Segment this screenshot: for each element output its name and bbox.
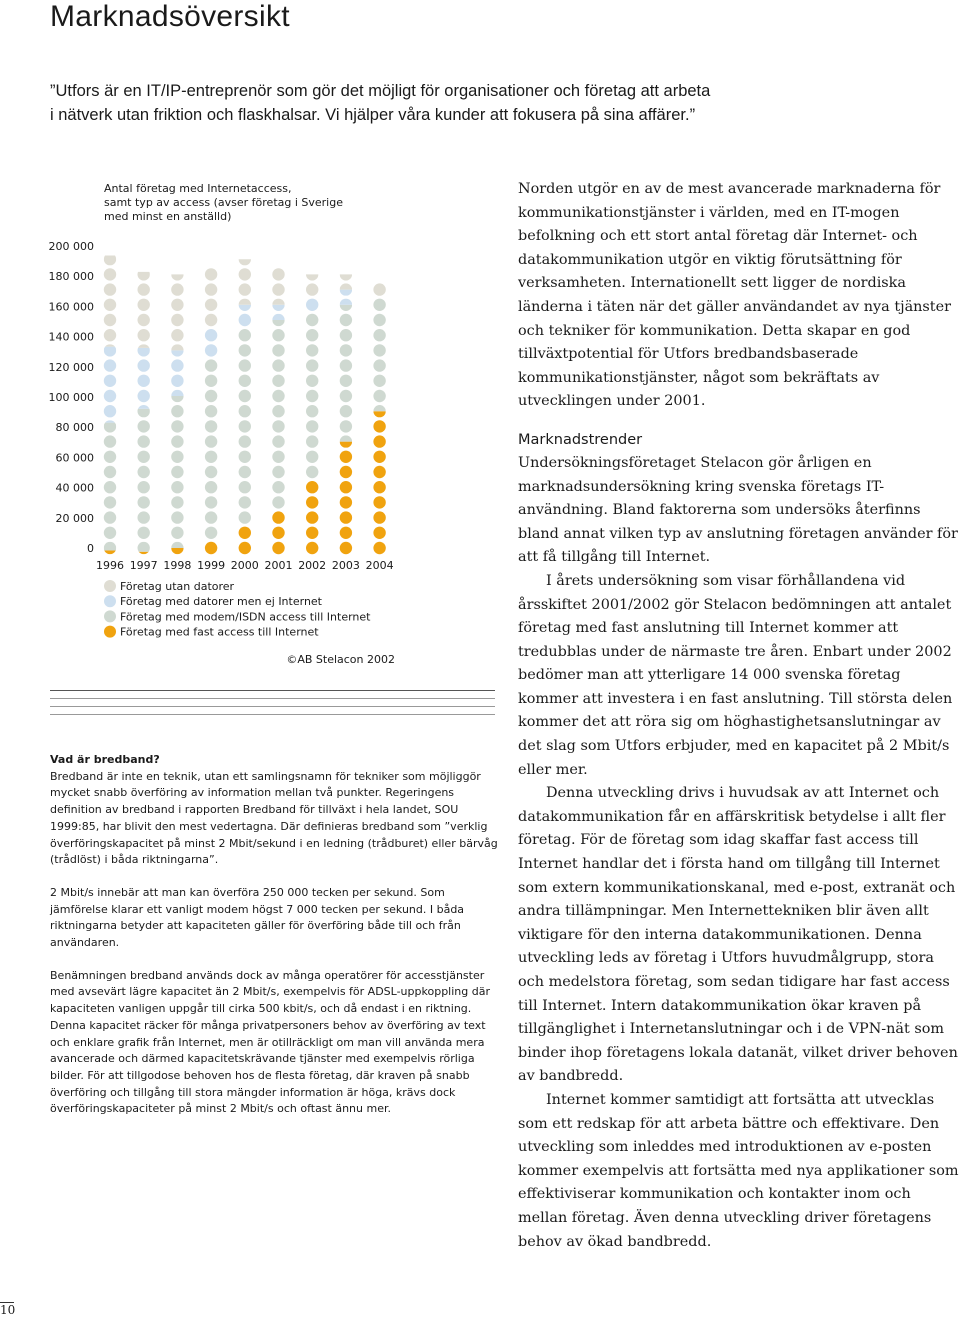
data-dot bbox=[373, 359, 385, 371]
dot-chart bbox=[0, 170, 500, 680]
divider-line bbox=[50, 714, 495, 715]
data-dot bbox=[373, 435, 385, 447]
data-dot bbox=[205, 481, 217, 493]
data-dot bbox=[340, 405, 352, 417]
data-dot bbox=[104, 314, 116, 326]
data-dot bbox=[239, 511, 251, 523]
data-dot bbox=[104, 527, 116, 539]
data-dot bbox=[340, 359, 352, 371]
y-tick-label: 180 000 bbox=[48, 270, 94, 284]
data-dot bbox=[205, 268, 217, 280]
data-dot bbox=[138, 299, 150, 311]
data-dot bbox=[373, 542, 385, 554]
data-dot bbox=[272, 390, 284, 402]
data-dot bbox=[340, 390, 352, 402]
data-dot bbox=[306, 542, 318, 554]
data-dot bbox=[306, 344, 318, 356]
legend-swatch bbox=[104, 595, 116, 607]
data-dot bbox=[272, 344, 284, 356]
divider-line bbox=[50, 706, 495, 707]
data-dot-partial bbox=[340, 268, 352, 280]
data-dot bbox=[272, 481, 284, 493]
data-dot bbox=[272, 466, 284, 478]
data-dot bbox=[373, 375, 385, 387]
data-dot bbox=[104, 390, 116, 402]
data-dot bbox=[104, 511, 116, 523]
x-tick-label: 1999 bbox=[197, 559, 226, 572]
y-tick-label: 0 bbox=[87, 542, 94, 555]
data-dot bbox=[306, 496, 318, 508]
data-dot bbox=[340, 314, 352, 326]
data-dot bbox=[138, 527, 150, 539]
data-dot bbox=[306, 420, 318, 432]
article-paragraph: Denna utveckling drivs i huvudsak av att Internet och datakommunikation får en affärskritisk betydelse i allt fler företag. För de företag som idag skaffar fast access till Internet handlar det i första hand om tillgång till Internet som extern kommunikationskanal, med e-post, extranät och andra tillämpningar. Men Internettekniken blir även allt viktigare för den interna datakommunikationen. Denna utveckling leds av företag i Utfors huvudmålgrupp, stora och medelstora företag, som sedan tidigare har fast access till Internet. Intern datakommunikation ökar kraven på tillgänglighet i Internetanslutningar och i de VPN-nät som binder ihop företagens lokala datanät, vilket driver behoven av bandbredd. bbox=[518, 785, 958, 1085]
data-dot bbox=[373, 481, 385, 493]
data-dot bbox=[272, 359, 284, 371]
data-dot bbox=[373, 344, 385, 356]
data-dot bbox=[340, 511, 352, 523]
data-dot bbox=[239, 329, 251, 341]
data-dot bbox=[272, 496, 284, 508]
legend-label: Företag utan datorer bbox=[120, 580, 235, 593]
data-dot bbox=[340, 344, 352, 356]
quote-line: ”Utfors är en IT/IP-entreprenör som gör det möjligt för organisationer och företag att arbeta bbox=[50, 82, 711, 100]
legend-swatch bbox=[104, 626, 116, 638]
x-tick-label: 2003 bbox=[331, 559, 360, 572]
data-dot bbox=[239, 375, 251, 387]
data-dot bbox=[340, 481, 352, 493]
data-dot bbox=[272, 451, 284, 463]
data-dot bbox=[205, 344, 217, 356]
data-dot bbox=[104, 496, 116, 508]
data-dot bbox=[373, 314, 385, 326]
data-dot bbox=[205, 359, 217, 371]
data-dot bbox=[138, 420, 150, 432]
data-dot bbox=[239, 405, 251, 417]
divider-line bbox=[50, 698, 495, 699]
y-tick-label: 140 000 bbox=[48, 330, 94, 344]
section-heading: Marknadstrender bbox=[518, 431, 643, 448]
data-dot bbox=[205, 496, 217, 508]
data-dot bbox=[104, 329, 116, 341]
data-dot bbox=[239, 359, 251, 371]
data-dot bbox=[171, 299, 183, 311]
data-dot bbox=[373, 451, 385, 463]
data-dot bbox=[340, 542, 352, 554]
data-dot bbox=[239, 390, 251, 402]
data-dot bbox=[340, 375, 352, 387]
data-dot bbox=[138, 511, 150, 523]
legend-label: Företag med modem/ISDN access till Internet bbox=[120, 610, 371, 624]
page-title: Marknadsöversikt bbox=[50, 0, 290, 33]
data-dot bbox=[239, 481, 251, 493]
y-tick-label: 60 000 bbox=[55, 451, 94, 465]
y-tick-label: 80 000 bbox=[55, 421, 94, 435]
data-dot bbox=[205, 405, 217, 417]
data-dot bbox=[239, 527, 251, 539]
chart-title-line: med minst en anställd) bbox=[104, 210, 232, 223]
intro-paragraph: Norden utgör en av de mest avancerade marknaderna för kommunikationstjänster i världen, med en IT-mogen befolkning och ett stort antal företag där Internet- och datakommunikation utgör en viktig förutsättning för verksamheten. Internationellt sett ligger de nordiska länderna i täten när det gäller användandet av nya tjänster och tekniker för kommunikation. Detta skapar en god tillväxtpotential för Utfors bredbandsbaserade kommunikationstjänster, något som bekräftats av utvecklingen under 2001. bbox=[518, 181, 951, 410]
data-dot bbox=[138, 481, 150, 493]
legend-label: Företag med datorer men ej Internet bbox=[120, 595, 322, 609]
data-dot bbox=[171, 481, 183, 493]
data-dot bbox=[373, 511, 385, 523]
data-dot bbox=[104, 466, 116, 478]
data-dot bbox=[205, 466, 217, 478]
data-dot-partial bbox=[306, 268, 318, 280]
data-dot-partial bbox=[239, 253, 251, 265]
data-dot bbox=[306, 299, 318, 311]
data-dot bbox=[373, 496, 385, 508]
data-dot bbox=[171, 527, 183, 539]
x-tick-label: 1998 bbox=[163, 559, 192, 572]
data-dot bbox=[104, 451, 116, 463]
data-dot bbox=[138, 314, 150, 326]
data-dot bbox=[272, 511, 284, 523]
quote-line: i nätverk utan friktion och flaskhalsar. Vi hjälper våra kunder att fokusera på sina affärer.” bbox=[50, 106, 696, 124]
data-dot bbox=[272, 542, 284, 554]
data-dot bbox=[239, 268, 251, 280]
data-dot bbox=[171, 375, 183, 387]
data-dot bbox=[306, 405, 318, 417]
data-dot bbox=[205, 329, 217, 341]
y-tick-label: 200 000 bbox=[48, 240, 94, 253]
data-dot bbox=[306, 481, 318, 493]
x-tick-label: 2004 bbox=[365, 559, 394, 572]
main-article bbox=[518, 178, 960, 1254]
sidebar-paragraph: Bredband är inte en teknik, utan ett samlingsnamn för tekniker som möjliggör mycket snabb överföring av information mellan två punkter. Regeringens definition av bredband i rapporten Bredband för tillväxt i hela landet, SOU 1999:85, har blivit den mest vedertagna. Där definieras bredband som ”verklig överföringskapacitet på minst 2 Mbit/sekund i en ledning (trådburet) eller bärvåg (trådlöst) i båda riktningarna”. bbox=[50, 769, 498, 867]
section-divider bbox=[50, 690, 495, 722]
article-paragraph: I årets undersökning som visar förhållandena vid årsskiftet 2001/2002 gör Stelacon bedömningen att antalet företag med fast anslutning till Internet kommer att tredubblas under de närmaste tre åren. Enbart under 2002 bedömer man att ytterligare 14 000 svenska företag kommer att investera i en fast anslutning. Till största delen kommer det att röra sig om höghastighetsanslutningar av det slag som Utfors erbjuder, med en kapacitet på 2 Mbit/s eller mer. bbox=[518, 572, 953, 778]
data-dot bbox=[138, 390, 150, 402]
legend-swatch bbox=[104, 580, 116, 592]
y-tick-label: 120 000 bbox=[48, 360, 94, 374]
data-dot bbox=[306, 375, 318, 387]
data-dot bbox=[104, 375, 116, 387]
broadband-sidebar bbox=[50, 752, 500, 1134]
x-tick-label: 2000 bbox=[230, 559, 259, 572]
data-dot bbox=[340, 466, 352, 478]
data-dot bbox=[272, 405, 284, 417]
data-dot bbox=[171, 451, 183, 463]
data-dot bbox=[340, 527, 352, 539]
data-dot-partial bbox=[104, 253, 116, 265]
legend-swatch bbox=[104, 610, 116, 622]
data-dot bbox=[205, 283, 217, 295]
data-dot bbox=[171, 329, 183, 341]
data-dot bbox=[205, 375, 217, 387]
data-dot bbox=[272, 329, 284, 341]
data-dot bbox=[306, 466, 318, 478]
sidebar-paragraph: 2 Mbit/s innebär att man kan överföra 250 000 tecken per sekund. Som jämförelse klarar ett vanligt modem högst 7 000 tecken per sekund. I båda riktningarna betyder att kapaciteten gäller för överföring både till och från användaren. bbox=[50, 885, 465, 950]
sidebar-paragraph: Benämningen bredband används dock av många operatörer för accesstjänster med avsevärt lägre kapacitet än 2 Mbit/s, exempelvis för ADSL-uppkoppling där kapaciteten vanligen uppgår till cirka 500 kbit/s, och då endast i en riktning. Denna kapacitet räcker för många privatpersoners behov av överföring av text och enklare grafik från Internet, men är otillräckligt om man vill använda mera avancerade och därmed kapacitetskrävande tjänster med exempelvis rörliga bilder. För att tillgodose behoven hos de flesta företag, där kraven på snabb överföring och tillgång till stora mängder information är höga, krävs dock överföringskapaciteter på minst 2 Mbit/s och oftast ännu mer. bbox=[50, 968, 490, 1116]
data-dot bbox=[373, 420, 385, 432]
data-dot bbox=[171, 435, 183, 447]
data-dot bbox=[306, 451, 318, 463]
data-dot bbox=[306, 329, 318, 341]
data-dot bbox=[205, 390, 217, 402]
data-dot bbox=[205, 435, 217, 447]
chart-title-line: Antal företag med Internetaccess, bbox=[104, 182, 292, 195]
data-dot bbox=[239, 466, 251, 478]
x-tick-label: 2002 bbox=[298, 559, 327, 572]
data-dot bbox=[306, 283, 318, 295]
data-dot bbox=[340, 420, 352, 432]
data-dot bbox=[138, 375, 150, 387]
page-number: 10 bbox=[0, 1303, 16, 1317]
y-tick-label: 100 000 bbox=[48, 391, 94, 404]
data-dot bbox=[373, 283, 385, 295]
y-tick-label: 20 000 bbox=[55, 511, 94, 525]
data-dot bbox=[138, 496, 150, 508]
data-dot bbox=[104, 299, 116, 311]
data-dot bbox=[171, 420, 183, 432]
data-dot bbox=[138, 283, 150, 295]
data-dot bbox=[272, 283, 284, 295]
data-dot bbox=[373, 466, 385, 478]
pull-quote bbox=[50, 79, 850, 127]
data-dot bbox=[340, 329, 352, 341]
data-dot bbox=[205, 420, 217, 432]
data-dot bbox=[373, 329, 385, 341]
data-dot bbox=[239, 496, 251, 508]
data-dot bbox=[373, 390, 385, 402]
data-dot bbox=[239, 344, 251, 356]
x-tick-label: 2001 bbox=[264, 559, 293, 572]
data-dot bbox=[104, 405, 116, 417]
data-dot bbox=[239, 314, 251, 326]
data-dot-partial bbox=[138, 268, 150, 280]
divider-line bbox=[50, 690, 495, 691]
sidebar-heading: Vad är bredband? bbox=[50, 753, 160, 766]
data-dot-partial bbox=[171, 268, 183, 280]
data-dot bbox=[138, 359, 150, 371]
data-dot bbox=[340, 496, 352, 508]
data-dot bbox=[205, 527, 217, 539]
data-dot bbox=[373, 299, 385, 311]
data-dot bbox=[272, 527, 284, 539]
data-dot bbox=[306, 511, 318, 523]
data-dot bbox=[104, 283, 116, 295]
x-tick-label: 1997 bbox=[129, 559, 158, 572]
data-dot bbox=[239, 451, 251, 463]
data-dot bbox=[272, 420, 284, 432]
data-dot bbox=[205, 314, 217, 326]
data-dot bbox=[171, 466, 183, 478]
data-dot bbox=[138, 451, 150, 463]
data-dot bbox=[104, 481, 116, 493]
article-paragraph: Internet kommer samtidigt att fortsätta att utvecklas som ett redskap för att arbeta bättre och effektivare. Den utveckling som inleddes med introduktionen av e-posten kommer exempelvis att fortsätta med nya applikationer som effektiviserar kommunikation och kontakter inom och mellan företag. Även denna utveckling driver företagens behov av ökad bandbredd. bbox=[518, 1091, 959, 1250]
data-dot bbox=[205, 299, 217, 311]
article-paragraph: Undersökningsföretaget Stelacon gör årligen en marknadsundersökning kring svenska företags IT-användning. Bland faktorerna som undersöks återfinns bland annat vilken typ av anslutning företagen använder för att få tillgång till Internet. bbox=[518, 454, 958, 566]
data-dot bbox=[205, 511, 217, 523]
data-dot bbox=[138, 329, 150, 341]
data-dot bbox=[340, 451, 352, 463]
x-tick-label: 1996 bbox=[96, 559, 124, 572]
data-dot bbox=[373, 527, 385, 539]
data-dot bbox=[306, 527, 318, 539]
data-dot bbox=[272, 435, 284, 447]
data-dot bbox=[138, 466, 150, 478]
data-dot bbox=[138, 435, 150, 447]
data-dot bbox=[306, 390, 318, 402]
data-dot bbox=[239, 435, 251, 447]
data-dot bbox=[171, 314, 183, 326]
data-dot bbox=[171, 359, 183, 371]
data-dot bbox=[239, 542, 251, 554]
data-dot bbox=[205, 542, 217, 554]
y-tick-label: 160 000 bbox=[48, 300, 94, 314]
data-dot bbox=[171, 496, 183, 508]
data-dot bbox=[205, 451, 217, 463]
data-dot bbox=[239, 420, 251, 432]
legend-label: Företag med fast access till Internet bbox=[120, 625, 319, 639]
data-dot bbox=[104, 359, 116, 371]
data-dot bbox=[306, 435, 318, 447]
data-dot bbox=[239, 283, 251, 295]
data-dot bbox=[272, 268, 284, 280]
data-dot bbox=[306, 359, 318, 371]
data-dot bbox=[306, 314, 318, 326]
data-dot bbox=[104, 268, 116, 280]
data-dot bbox=[171, 511, 183, 523]
data-dot bbox=[171, 283, 183, 295]
chart-source: ©AB Stelacon 2002 bbox=[286, 653, 395, 666]
chart-title-line: samt typ av access (avser företag i Sverige bbox=[104, 196, 343, 209]
data-dot bbox=[171, 405, 183, 417]
data-dot bbox=[272, 375, 284, 387]
y-tick-label: 40 000 bbox=[55, 481, 94, 495]
data-dot bbox=[104, 435, 116, 447]
